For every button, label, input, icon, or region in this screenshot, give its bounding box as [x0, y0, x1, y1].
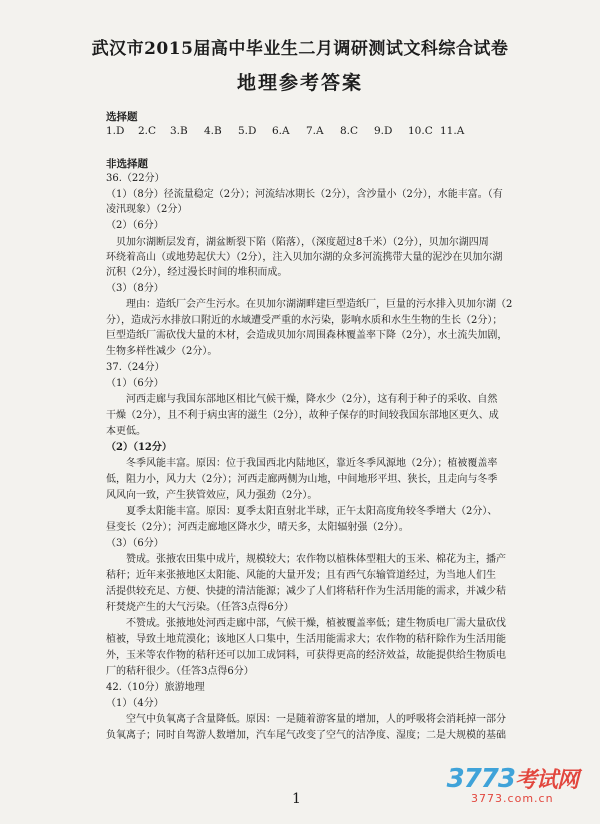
- answer-line: 风风向一致，产生狭管效应，风力强劲（2分）。: [106, 490, 318, 501]
- answer-line: 沉积（2分），经过漫长时间的堆积而成。: [106, 267, 288, 278]
- answer-line: 低，阻力小，风力大（2分）；河西走廊两侧为山地，中间地形平坦、狭长，且走向与冬季: [106, 474, 498, 485]
- mcq-answer: 1.D: [106, 125, 125, 137]
- mcq-answer: 4.B: [204, 125, 222, 137]
- answer-line: （2）（6分）: [106, 220, 164, 231]
- answer-line: 干燥（2分），且不利于病虫害的滋生（2分），故种子保存的时间较我国东部地区更久、成: [106, 410, 499, 421]
- answer-line: （2）（12分）: [106, 442, 172, 453]
- watermark-url: 3773.com.cn: [471, 792, 554, 805]
- answer-line: （1）（8分）径流量稳定（2分）；河流结冰期长（2分），含沙量小（2分），水能丰富。（有: [106, 189, 503, 200]
- answer-line: （3）（6分）: [106, 538, 164, 549]
- answer-line: 生物多样性减少（2分）。: [106, 346, 218, 357]
- answer-line: 分），造成污水排放口附近的水域遭受严重的水污染，影响水质和水生生物的生长（2分）；: [106, 315, 503, 326]
- answer-line: 理由：造纸厂会产生污水。在贝加尔湖湖畔建巨型造纸厂，巨量的污水排入贝加尔湖（2: [126, 299, 513, 310]
- answer-line: 本更低。: [106, 426, 146, 437]
- answer-line: 河西走廊与我国东部地区相比气候干燥，降水少（2分），这有利于种子的采收、自然: [126, 394, 498, 405]
- mcq-answer: 9.D: [374, 125, 393, 137]
- answer-line: 植被，导致土地荒漠化；该地区人口集中，生活用能需求大；农作物的秸秆除作为生活用能: [106, 634, 506, 645]
- watermark-logo: [447, 763, 578, 794]
- answer-line: 37.（24分）: [106, 362, 165, 373]
- answer-line: 36.（22分）: [106, 173, 165, 184]
- answer-line: 冬季风能丰富。原因：位于我国西北内陆地区，靠近冬季风源地（2分）；植被覆盖率: [126, 458, 498, 469]
- answer-line: 凌汛现象）（2分）: [106, 204, 188, 215]
- watermark-logo-number: 3773: [446, 764, 515, 794]
- mcq-answer: 11.A: [440, 125, 465, 137]
- answer-line: 秆焚烧产生的大气污染。（任答3点得6分）: [106, 602, 294, 613]
- answer-line: 夏季太阳能丰富。原因：夏季太阳直射北半球，正午太阳高度角较冬季增大（2分）、: [126, 506, 498, 517]
- watermark-logo-text: 考试网: [514, 768, 578, 793]
- site-watermark: [447, 763, 578, 805]
- answer-line: 42.（10分）旅游地理: [106, 682, 205, 693]
- document-title: 武汉市2015届高中毕业生二月调研测试文科综合试卷: [91, 39, 509, 59]
- answer-line: （1）（4分）: [106, 698, 164, 709]
- mcq-answer: 5.D: [238, 125, 257, 137]
- mcq-answer: 3.B: [170, 125, 188, 137]
- answer-line: 巨型造纸厂需砍伐大量的木材，会造成贝加尔周围森林覆盖率下降（2分），水土流失加剧，: [106, 330, 508, 341]
- answer-line: 昼变长（2分）；河西走廊地区降水少，晴天多，太阳辐射强（2分）。: [106, 522, 409, 533]
- mcq-heading: 选择题: [106, 111, 138, 123]
- page-number: 1: [292, 791, 301, 807]
- answer-line: （3）（8分）: [106, 283, 164, 294]
- answer-line: 负氧离子；同时自驾游人数增加，汽车尾气改变了空气的洁净度、湿度；二是大规模的基础: [106, 730, 506, 741]
- mcq-answer: 8.C: [340, 125, 359, 137]
- answer-line: 不赞成。张掖地处河西走廊中部，气候干燥，植被覆盖率低；建生物质电厂需大量砍伐: [126, 618, 506, 629]
- answer-line: 贝加尔湖断层发育，湖盆断裂下陷（陷落），（深度超过8千米）（2分），贝加尔湖四周: [116, 237, 489, 248]
- answer-line: 厂的秸秆很少。（任答3点得6分）: [106, 666, 254, 677]
- mcq-answer: 10.C: [408, 125, 433, 137]
- mcq-answer: 6.A: [272, 125, 290, 137]
- answer-line: 环绕着高山（或地势起伏大）（2分），注入贝加尔湖的众多河流携带大量的泥沙在贝加尔湖: [106, 252, 503, 263]
- answer-line: 活提供较充足、方便、快捷的清洁能源；减少了人们将秸秆作为生活用能的需求，并减少秸: [106, 586, 506, 597]
- answer-line: 外，玉米等农作物的秸秆还可以加工成饲料，可获得更高的经济效益，故能提供给生物质电: [106, 650, 506, 661]
- mcq-answer: 2.C: [138, 125, 157, 137]
- document-subtitle: 地理参考答案: [236, 72, 363, 94]
- answer-line: （1）（6分）: [106, 378, 164, 389]
- answer-line: 赞成。张掖农田集中成片，规模较大；农作物以植株体型粗大的玉米、棉花为主，播产: [126, 554, 506, 565]
- nonmcq-heading: 非选择题: [106, 158, 148, 170]
- answer-line: 秸秆；近年来张掖地区太阳能、风能的大量开发；且有西气东输管道经过，为当地人们生: [106, 570, 496, 581]
- mcq-answer-row: [106, 125, 486, 137]
- mcq-answer: 7.A: [306, 125, 324, 137]
- answer-line: 空气中负氧离子含量降低。原因：一是随着游客量的增加，人的呼吸将会消耗掉一部分: [126, 714, 506, 725]
